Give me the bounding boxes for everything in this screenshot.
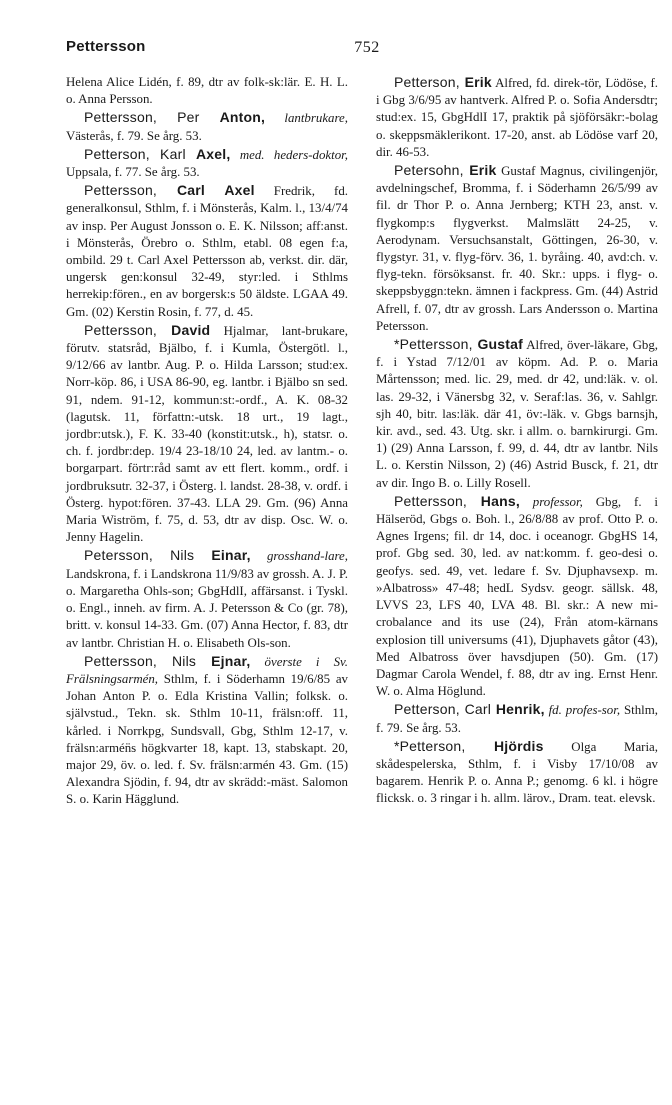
entry-text: Västerås, f. 79. Se årg. 53. [66, 128, 202, 143]
entry-call-name: Carl Axel [176, 182, 255, 199]
biography-entry [66, 74, 348, 108]
biography-entry [66, 547, 348, 651]
left-column [66, 74, 348, 810]
entry-call-name: Hans, [480, 492, 520, 509]
entry-call-name: Hjördis [494, 737, 544, 754]
entry-text: Landskrona, f. i Landskrona 11/9/83 av grossh. A. J. P. o. Margaretha Ohls-son; GbgHdlI, affärsanst. i Tyskl. o. Engl., inneh. av firm. A. J. Petersson & Co (gr. 78), britt. v. konsul 14-33. Gm. (07) Anna Hector, f. 83, dtr av lantbr. Christian H. o. Elisabeth Ols-son. [66, 566, 349, 650]
biography-entry [376, 162, 658, 335]
entry-text: Alfred, fd. direk-tör, Lödöse, f. i Gbg 3/6/95 av hantverk. Alfred P. o. Sofia Andersdtr; stud:ex. 15, GbgHdlI 17, praktik på sjöförsäkr:-bolag o. skeppsmäklerikont. 17-20, anst. ab Lödöse varf 20, dir. 46-53. [376, 76, 659, 159]
entry-call-name: David [171, 321, 211, 338]
running-head: Pettersson [66, 38, 146, 55]
page-header [66, 38, 656, 62]
entry-title: överste i Sv. Frälsningsarmén, [66, 654, 349, 686]
entry-given-name [467, 493, 481, 509]
entry-text: Hjalmar, lant-brukare, förutv. statsråd, Bjälbo, f. i Kumla, Östergötl. l., 9/12/66 av lantbr. Aug. P. o. Hilda Larsson; stud:ex. Norr-köp. 86, i USA 86-90, eg. lantbr. i Bjälbo sn sed. 91, ndem. 91-12, kommun:st:-ordf., A. K. 08-32 (lagutsk. 11, författn:-utsk. 18 urt., 19 lagt., jordbr:utsk.), F. K. 33-40 (konstit:utsk., h), statsr. o. ch. f. jordbr:dep. 19/4 23-18/10 24, led. av lantm.- o. borgarpart. förtr:råd samt av ett flert. komm., ordf. i jordbruksutr. 32-37, i Österg. l. landst. 28-38, v. ordf. i Österg. hypot:fören. 37-43. LLA 29. Gm. (96) Anna Maria Wiström, f. 75, d. 53, dtr av disp. Osc. W. o. Jenny Hagelin. [66, 323, 348, 545]
entry-title: fd. profes-sor, [544, 703, 621, 718]
biography-entry [376, 493, 658, 700]
entry-surname: Pettersson, [84, 109, 158, 126]
entry-surname: Petterson, [84, 145, 150, 162]
entry-text: Sthlm, f. i Söderhamn 19/6/85 av Johan Anton P. o. Edla Kristina Vallin; folksk. o. självstud., Tekn. sk. Sthlm 10-11, frälsn:off. 11, kårled. i Norrkpg, Sundsvall, Gbg, Sthlm 12-17, v. frälsn:armén̈s högkvarter 18, kapt. 13, stabskapt. 20, major 29, öv. o. led. f. Sv. frälsn:armén 43. Gm. (15) Alexandra Sjödin, f. 94, dtr av skrädd:-mäst. Salomon S. o. Karin Hägglund. [66, 671, 348, 807]
entry-surname: Pettersson, [394, 492, 468, 509]
biography-entry [376, 701, 658, 736]
entry-surname: *Pettersson, [394, 336, 473, 353]
entry-call-name: Erik [469, 162, 497, 179]
biography-entry [66, 146, 348, 181]
entry-text: Alfred, över-läkare, Gbg, f. i Ystad 7/12/01 av köpm. Ad. P. o. Maria Mårtensson; med. lic. 29, med. dr 42, und:läk. v. ol. las. 29-32, i Vänersbg 32, v. Seraf:las. 36, v. Sahlgr. sjh 40, bitr. las:läk. där 41, öv:-läk. v. Gbgs barnsjh, kir. avd., sed. 43. Utg. skr. i allm. o. barnkirurgi. Gm. 1) (29) Anna Larsson, f. 99, d. 44, dtr av lantbr. Nils L. o. Kerstin Nilsson, 2) (46) Astrid Busck, f. 21, dtr av dir. Ingo B. o. Lilly Rosell. [376, 338, 659, 490]
right-column [376, 74, 658, 809]
biography-entry [66, 322, 348, 547]
entry-surname: Petersson, [84, 547, 153, 564]
entry-given-name: Nils [157, 652, 212, 669]
biography-entry [66, 182, 348, 321]
entry-text: Gustaf Magnus, civilingenjör, avdelningschef, Bromma, f. i Söderhamn 26/5/99 av fil. dr Thor P. o. Anna Jernberg; KTH 23, anst. v. flygkomp:s flygverkst. Malmslätt 24-25, v. Aerodynam. Versuchsanstalt, Göttingen, 26-30, v. flygstyr. 31, v. flyg-förv. 36, 1. byråing. 40, avd:ch. v. flyg-tekn. försöksanst. fr. 40. Skr.: upps. i flyg- o. skeppsbyggn:tekn. ämnen i fackpress. Gm. (44) Astrid Afrell, f. 07, dtr av grossh. Lars Andersson o. Martina Petersson. [376, 164, 658, 333]
entry-text: Olga Maria, skådespelerska, Sthlm, f. i Visby 17/10/08 av bagarem. Henrik P. o. Anna P.; genomg. 6 kl. i högre flicksk. o. 3 ringar i h. allm. lärov., Dram. teat. elevsk. [376, 739, 658, 806]
entry-given-name: Carl [459, 701, 496, 718]
entry-text: Helena Alice Lidén, f. 89, dtr av folk-sk:lär. E. H. L. o. Anna Persson. [66, 75, 348, 107]
entry-given-name [157, 182, 177, 198]
entry-call-name: Gustaf [477, 336, 524, 353]
entry-title: med. heders-doktor, [230, 147, 348, 162]
entry-given-name: Nils [152, 547, 212, 564]
entry-call-name: Anton, [219, 109, 266, 126]
entry-surname: *Petterson, [394, 737, 466, 754]
entry-surname: Pettersson, [84, 182, 158, 199]
entry-surname: Pettersson, [84, 321, 158, 338]
text-columns [66, 74, 658, 1084]
entry-title: lantbrukare, [265, 111, 348, 126]
entry-text: Uppsala, f. 77. Se årg. 53. [66, 165, 200, 180]
entry-given-name: Karl [149, 145, 196, 162]
entry-title: professor, [519, 494, 583, 509]
entry-call-name: Einar, [211, 547, 251, 564]
entry-given-name [465, 738, 494, 754]
entry-surname: Petersohn, [394, 162, 464, 179]
entry-call-name: Henrik, [495, 701, 545, 718]
entry-call-name: Erik [464, 74, 492, 90]
entry-text: Gbg, f. i Hälseröd, Gbgs o. Boh. l., 26/8/88 av prof. Otto P. o. Agnes Irgens; fil. dr 14, doc. i oceanogr. GbgHS 14, prof. Gbg sed. 30, led. av nat:komm. f. geo-desi o. geofys. sed. 49, vet. ledare f. Sv. Djuphavsexp. m. »Albatross» 47-48; hedL Sydsv. geogr. sällsk. 48, LVVS 23, LFS 40, LVA 48. Bl. skr.: A new mi-crobalance and its use (24), Från atom-kärnans explosion till universums (41), Djuphavets gåtor (43), Med Albatross över havsdjupen (50). Gm. (17) Dagmar Carola Wendel, f. 88, dtr av ing. Ernst Henr. W. o. Alma Höglund. [376, 494, 659, 699]
entry-text: Sthlm, f. 79. Se årg. 53. [376, 703, 658, 735]
page-number: 752 [354, 39, 380, 56]
entry-given-name [157, 322, 171, 338]
biography-entry [66, 653, 348, 809]
entry-call-name: Ejnar, [211, 652, 251, 669]
entry-surname: Petterson, [394, 74, 460, 90]
entry-surname: Pettersson, [84, 652, 158, 669]
entry-text: Fredrik, fd. generalkonsul, Sthlm, f. i Mönsterås, Kalm. l., 13/4/74 av insp. Per August Jonsson o. E. K. Nilsson; aff:anst. i Mönsterås, Örebro o. Sthlm, etabl. 08 egen f:a, ombild. 29 t. Carl Axel Pettersson ab, verkst. dir. där, ungersk gen:konsul 32-49, styr:led. i Sthlms herrekip:fören., en av borgersk:s 50 äldste. LGAA 49. Gm. (02) Kerstin Rosin, f. 77, d. 45. [66, 184, 348, 319]
biography-entry [376, 336, 658, 492]
biography-entry [376, 738, 658, 808]
entry-given-name: Per [157, 109, 220, 126]
entry-title: grosshand-lare, [250, 549, 348, 564]
entry-call-name: Axel, [195, 145, 231, 162]
biography-entry [376, 74, 658, 161]
biography-entry [66, 109, 348, 144]
entry-surname: Petterson, [394, 701, 460, 718]
